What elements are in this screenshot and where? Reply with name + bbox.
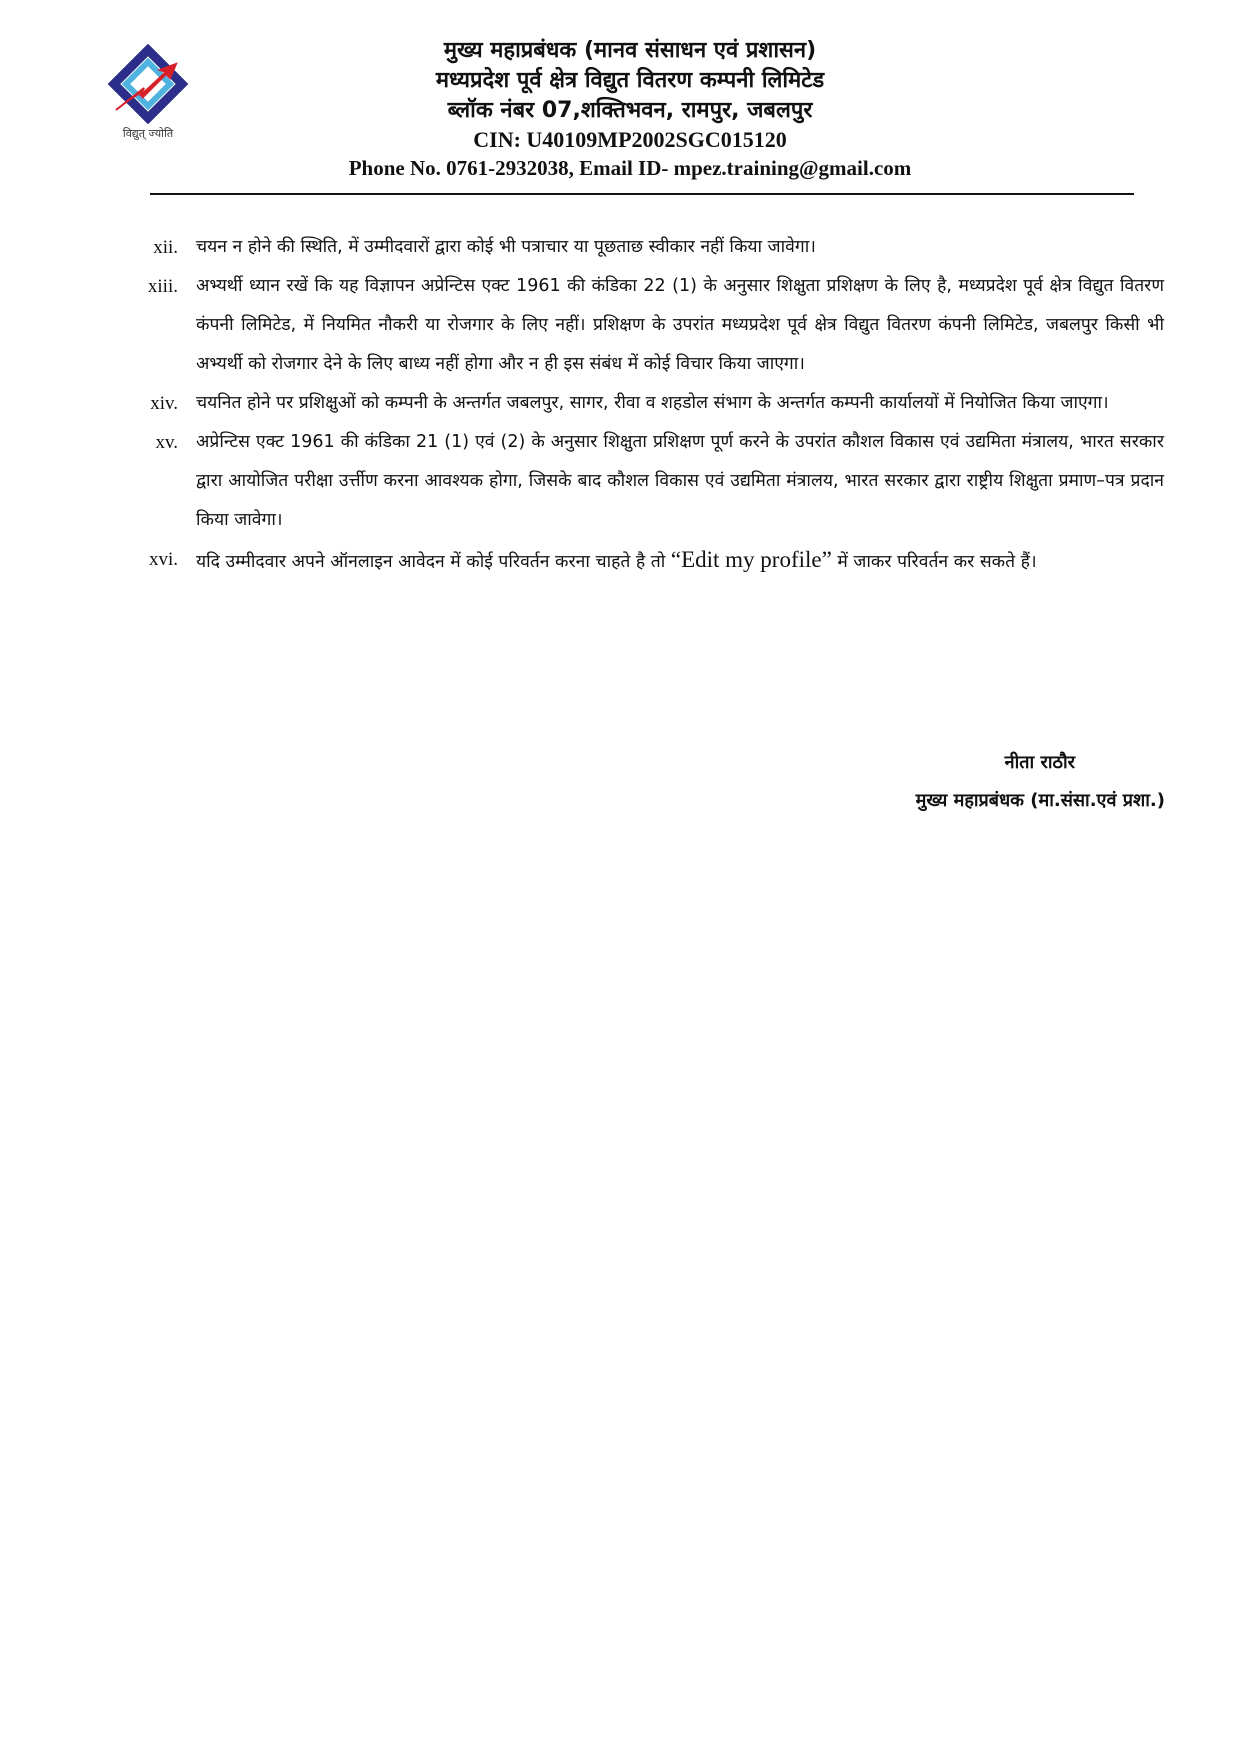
item-number: xvi. [148,549,178,570]
item-number: xiv. [150,393,178,414]
item-number: xii. [153,237,178,258]
item-number: xiii. [147,276,178,297]
item-text-before: यदि उम्मीदवार अपने ऑनलाइन आवेदन में कोई परिवर्तन करना चाहते है तो [196,552,671,572]
office-title: मुख्य महाप्रबंधक (मानव संसाधन एवं प्रशासन) [443,38,817,63]
list-item [130,384,1164,423]
edit-profile-label: “Edit my profile” [670,547,832,572]
terms-list [130,228,1164,582]
item-text [196,540,1164,582]
item-text-after: में जाकर परिवर्तन कर सकते हैं। [831,552,1037,572]
list-item [130,423,1164,540]
item-text: चयनित होने पर प्रशिक्षुओं को कम्पनी के अन्तर्गत जबलपुर, सागर, रीवा व शहडोल संभाग के अन्तर्गत कम्पनी कार्यालयों में नियोजित किया जाएगा। [196,393,1109,413]
letterhead [200,36,1060,182]
company-name: मध्यप्रदेश पूर्व क्षेत्र विद्युत वितरण कम्पनी लिमिटेड [435,68,825,93]
item-number: xv. [155,432,178,453]
mpez-logo-icon [108,44,188,124]
list-item [130,228,1164,267]
office-address: ब्लॉक नंबर 07,शक्तिभवन, रामपुर, जबलपुर [447,98,813,123]
signatory-name: नीता राठौर [1004,752,1075,773]
logo-caption: विद्युत् ज्योति [122,127,174,140]
cin-number: CIN: U40109MP2002SGC015120 [473,127,787,152]
signatory-title: मुख्य महाप्रबंधक (मा.संसा.एवं प्रशा.) [915,790,1165,811]
list-item [130,540,1164,582]
item-text: चयन न होने की स्थिति, में उम्मीदवारों द्वारा कोई भी पत्राचार या पूछताछ स्वीकार नहीं किया जावेगा। [196,237,816,257]
item-text: अभ्यर्थी ध्यान रखें कि यह विज्ञापन अप्रेन्टिस एक्ट 1961 की कंडिका 22 (1) के अनुसार शिक्षुता प्रशिक्षण के लिए है, मध्यप्रदेश पूर्व क्षेत्र विद्युत वितरण कंपनी लिमिटेड, में नियमित नौकरी या रोजगार के लिए नहीं। प्रशिक्षण के उपरांत मध्यप्रदेश पूर्व क्षेत्र विद्युत वितरण कंपनी लिमिटेड, जबलपुर किसी भी अभ्यर्थी को रोजगार देने के लिए बाध्य नहीं होगा और न ही इस संबंध में कोई विचार किया जाएगा। [196,276,1164,374]
company-logo [108,44,188,144]
list-item [130,267,1164,384]
signature-block [916,744,1165,820]
header-divider [150,193,1134,195]
contact-line: Phone No. 0761-2932038, Email ID- mpez.training@gmail.com [348,156,912,180]
item-text: अप्रेन्टिस एक्ट 1961 की कंडिका 21 (1) एवं (2) के अनुसार शिक्षुता प्रशिक्षण पूर्ण करने के उपरांत कौशल विकास एवं उद्यमिता मंत्रालय, भारत सरकार द्वारा आयोजित परीक्षा उर्त्तीण करना आवश्यक होगा, जिसके बाद कौशल विकास एवं उद्यमिता मंत्रालय, भारत सरकार द्वारा राष्ट्रीय शिक्षुता प्रमाण–पत्र प्रदान किया जावेगा। [196,432,1164,530]
